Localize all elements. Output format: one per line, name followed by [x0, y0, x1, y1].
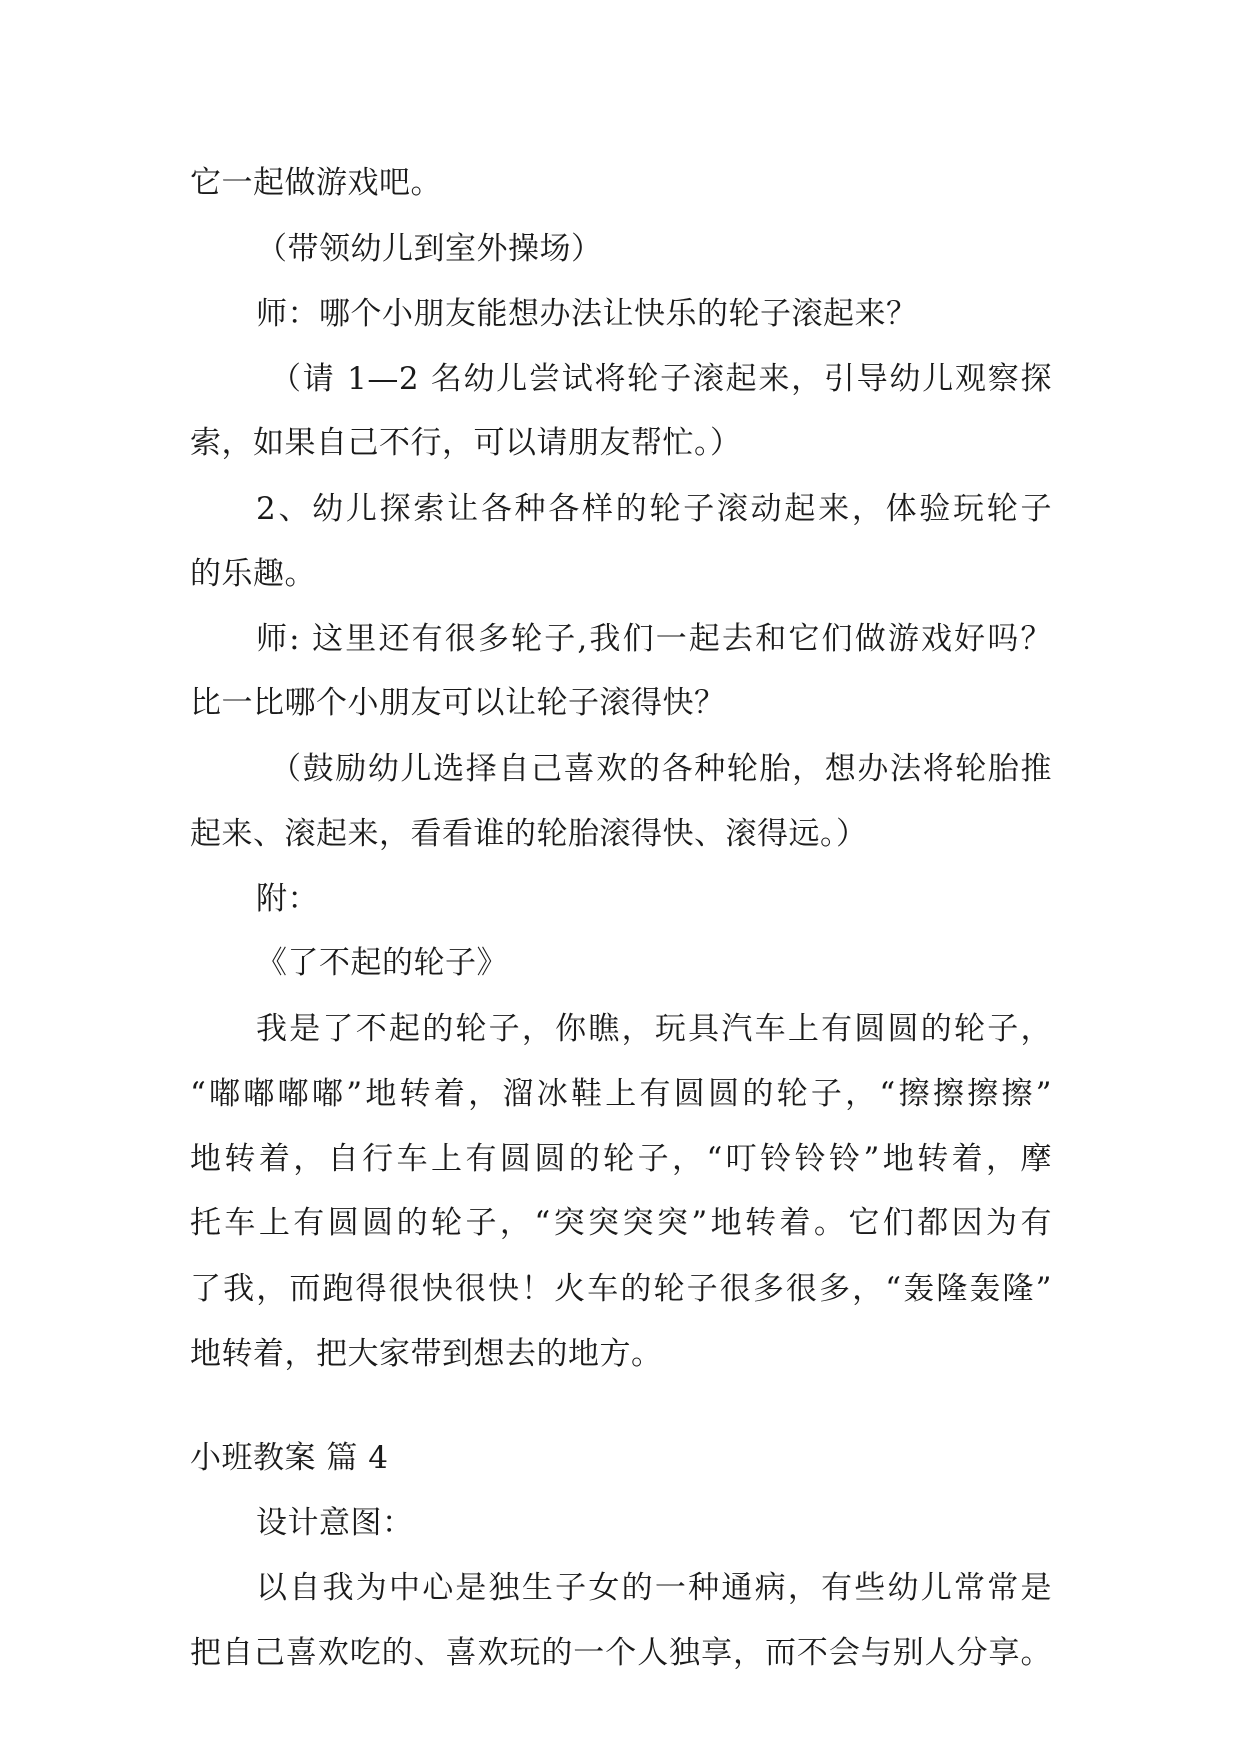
section-heading: 小班教案 篇 4: [190, 1440, 389, 1476]
paragraph-line: 地转着，把大家带到想去的地方。: [190, 1336, 663, 1372]
paragraph-line: 师：哪个小朋友能想办法让快乐的轮子滚起来？: [256, 296, 918, 332]
paragraph-line: （请 1—2 名幼儿尝试将轮子滚起来，引导幼儿观察探: [270, 361, 1052, 397]
paragraph-line: “嘟嘟嘟嘟”地转着，溜冰鞋上有圆圆的轮子，“擦擦擦擦”: [190, 1076, 1052, 1112]
paragraph-line: （鼓励幼儿选择自己喜欢的各种轮胎，想办法将轮胎推: [270, 751, 1052, 787]
paragraph-line: 师: 这里还有很多轮子,我们一起去和它们做游戏好吗？: [256, 621, 1052, 657]
paragraph-line: 了我，而跑得很快很快！火车的轮子很多很多，“轰隆轰隆”: [190, 1271, 1052, 1307]
paragraph-line: 它一起做游戏吧。: [190, 165, 442, 201]
paragraph-line: 起来、滚起来，看看谁的轮胎滚得快、滚得远。）: [190, 816, 868, 852]
poem-title: 《了不起的轮子》: [256, 945, 508, 981]
paragraph-line: 我是了不起的轮子，你瞧，玩具汽车上有圆圆的轮子，: [256, 1011, 1052, 1047]
paragraph-line: 地转着，自行车上有圆圆的轮子，“叮铃铃铃”地转着，摩: [190, 1141, 1052, 1177]
paragraph-line: 附：: [256, 881, 319, 917]
paragraph-line: （带领幼儿到室外操场）: [256, 231, 603, 267]
paragraph-line: 2、幼儿探索让各种各样的轮子滚动起来，体验玩轮子: [256, 491, 1052, 527]
paragraph-line: 把自己喜欢吃的、喜欢玩的一个人独享，而不会与别人分享。: [190, 1635, 1052, 1671]
paragraph-line: 的乐趣。: [190, 556, 316, 592]
paragraph-line: 比一比哪个小朋友可以让轮子滚得快？: [190, 685, 726, 721]
paragraph-line: 以自我为中心是独生子女的一种通病，有些幼儿常常是: [256, 1570, 1052, 1606]
paragraph-line: 索，如果自己不行，可以请朋友帮忙。）: [190, 425, 742, 461]
paragraph-line: 托车上有圆圆的轮子，“突突突突”地转着。它们都因为有: [190, 1205, 1052, 1241]
paragraph-line: 设计意图：: [256, 1505, 414, 1541]
